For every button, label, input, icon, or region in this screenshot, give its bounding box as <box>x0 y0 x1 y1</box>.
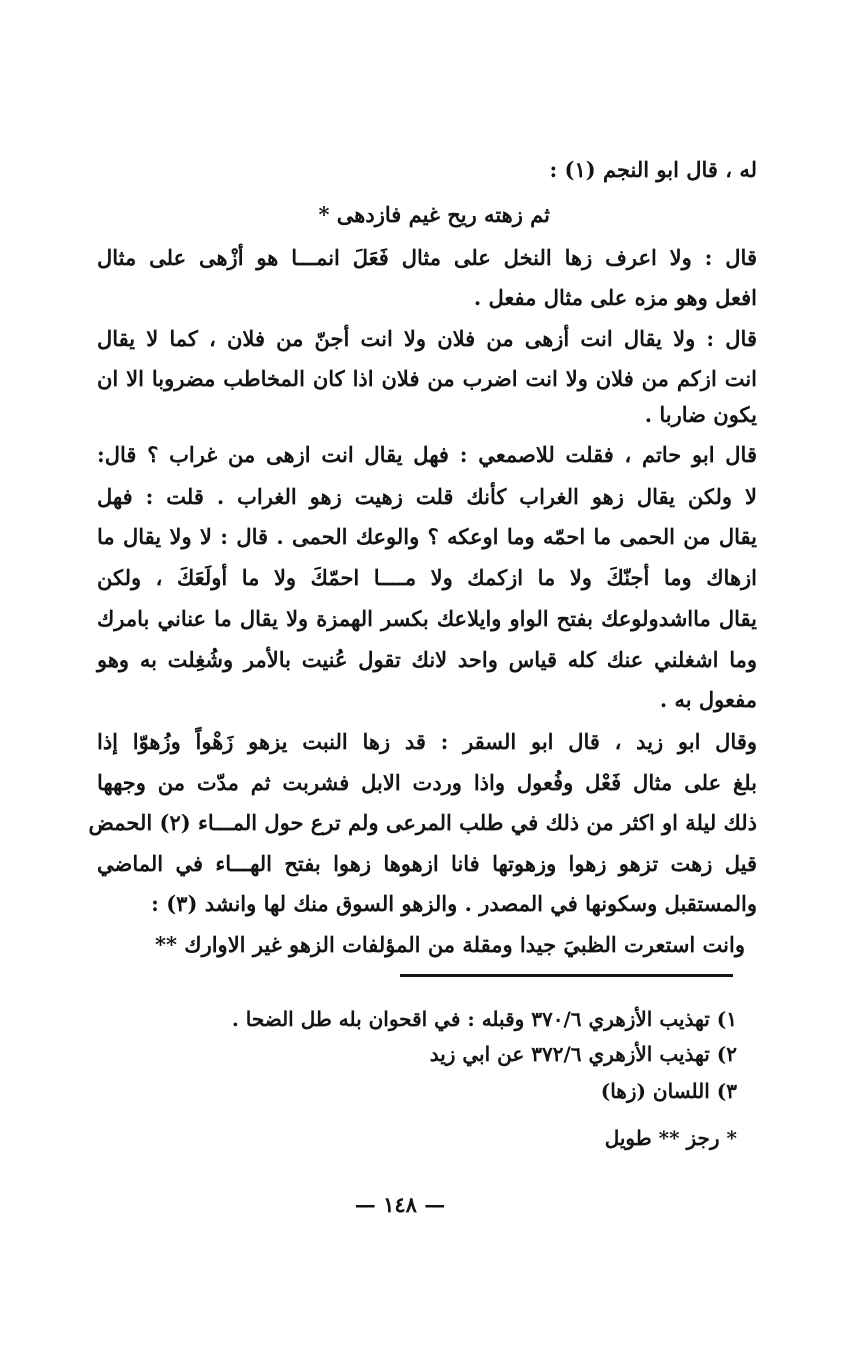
text-line-5: قال : ولا يقال انت أزهى من فلان ولا انت أجنّ من فلان ، كما لا يقال <box>97 326 757 351</box>
text-line-6: انت ازكم من فلان ولا انت اضرب من فلان اذا كان المخاطب مضروبا الا ان <box>97 366 757 391</box>
text-line-12: يقال مااشدولوعك بفتح الواو وايلاعك بكسر الهمزة ولا يقال ما عناني بامرك <box>97 606 757 631</box>
text-line-16: بلغ على مثال فَعْل وفُعول واذا وردت الابل فشربت ثم مدّت من وجهها <box>97 770 757 795</box>
text-line-1: له ، قال ابو النجم (١) : <box>549 157 757 182</box>
text-line-19: والمستقبل وسكونها في المصدر . والزهو السوق منك لها وانشد (٣) : <box>151 891 757 916</box>
text-line-8: قال ابو حاتم ، فقلت للاصمعي : فهل يقال انت ازهى من غراب ؟ قال: <box>97 442 757 467</box>
text-line-3: قال : ولا اعرف زها النخل على مثال فَعَلَ انمـــا هو أزْهى على مثال <box>97 245 757 270</box>
footnote-3: ٣) اللسان (زها) <box>600 1079 737 1103</box>
footnote-meters: * رجز ** طويل <box>604 1126 737 1150</box>
text-line-4: افعل وهو مزه على مثال مفعل . <box>473 285 757 310</box>
text-line-17: ذلك ليلة او اكثر من ذلك في طلب المرعى ولم ترع حول المـــاء (٢) الحمض <box>88 810 757 835</box>
text-line-9: لا ولكن يقال زهو الغراب كأنك قلت زهيت زهو الغراب . قلت : فهل <box>97 484 757 509</box>
text-line-10: يقال من الحمى ما احمّه وما اوعكه ؟ والوعك الحمى . قال : لا ولا يقال ما <box>97 524 757 549</box>
page-number: — ١٤٨ — <box>354 1192 446 1217</box>
text-line-14: مفعول به . <box>659 687 757 712</box>
verse-line-2: وانت استعرت الظبيَ جيدا ومقلة من المؤلفات الزهو غير الاوارك ** <box>155 932 745 957</box>
text-line-15: وقال ابو زيد ، قال ابو السقر : قد زها النبت يزهو زَهْواً وزُهوّا إذا <box>97 729 757 754</box>
text-line-18: قيل زهت تزهو زهوا وزهوتها فانا ازهوها زهوا بفتح الهـــاء في الماضي <box>97 851 757 876</box>
text-line-7: يكون ضاربا . <box>644 402 757 427</box>
footnote-1: ١) تهذيب الأزهري ٣٧٠/٦ وقبله : في اقحوان بله طل الضحا . <box>231 1007 737 1031</box>
verse-line-1: ثم زهته ريح غيم فازدهى * <box>318 202 550 227</box>
text-line-11: ازهاك وما أجنّكَ ولا ما ازكمك ولا مــــا احمّكَ ولا ما أولَعَكَ ، ولكن <box>97 565 757 590</box>
text-line-13: وما اشغلني عنك كله قياس واحد لانك تقول عُنيت بالأمر وشُغِلت به وهو <box>97 647 757 672</box>
footnote-2: ٢) تهذيب الأزهري ٣٧٢/٦ عن ابي زيد <box>429 1042 737 1066</box>
footnote-separator <box>400 974 733 977</box>
